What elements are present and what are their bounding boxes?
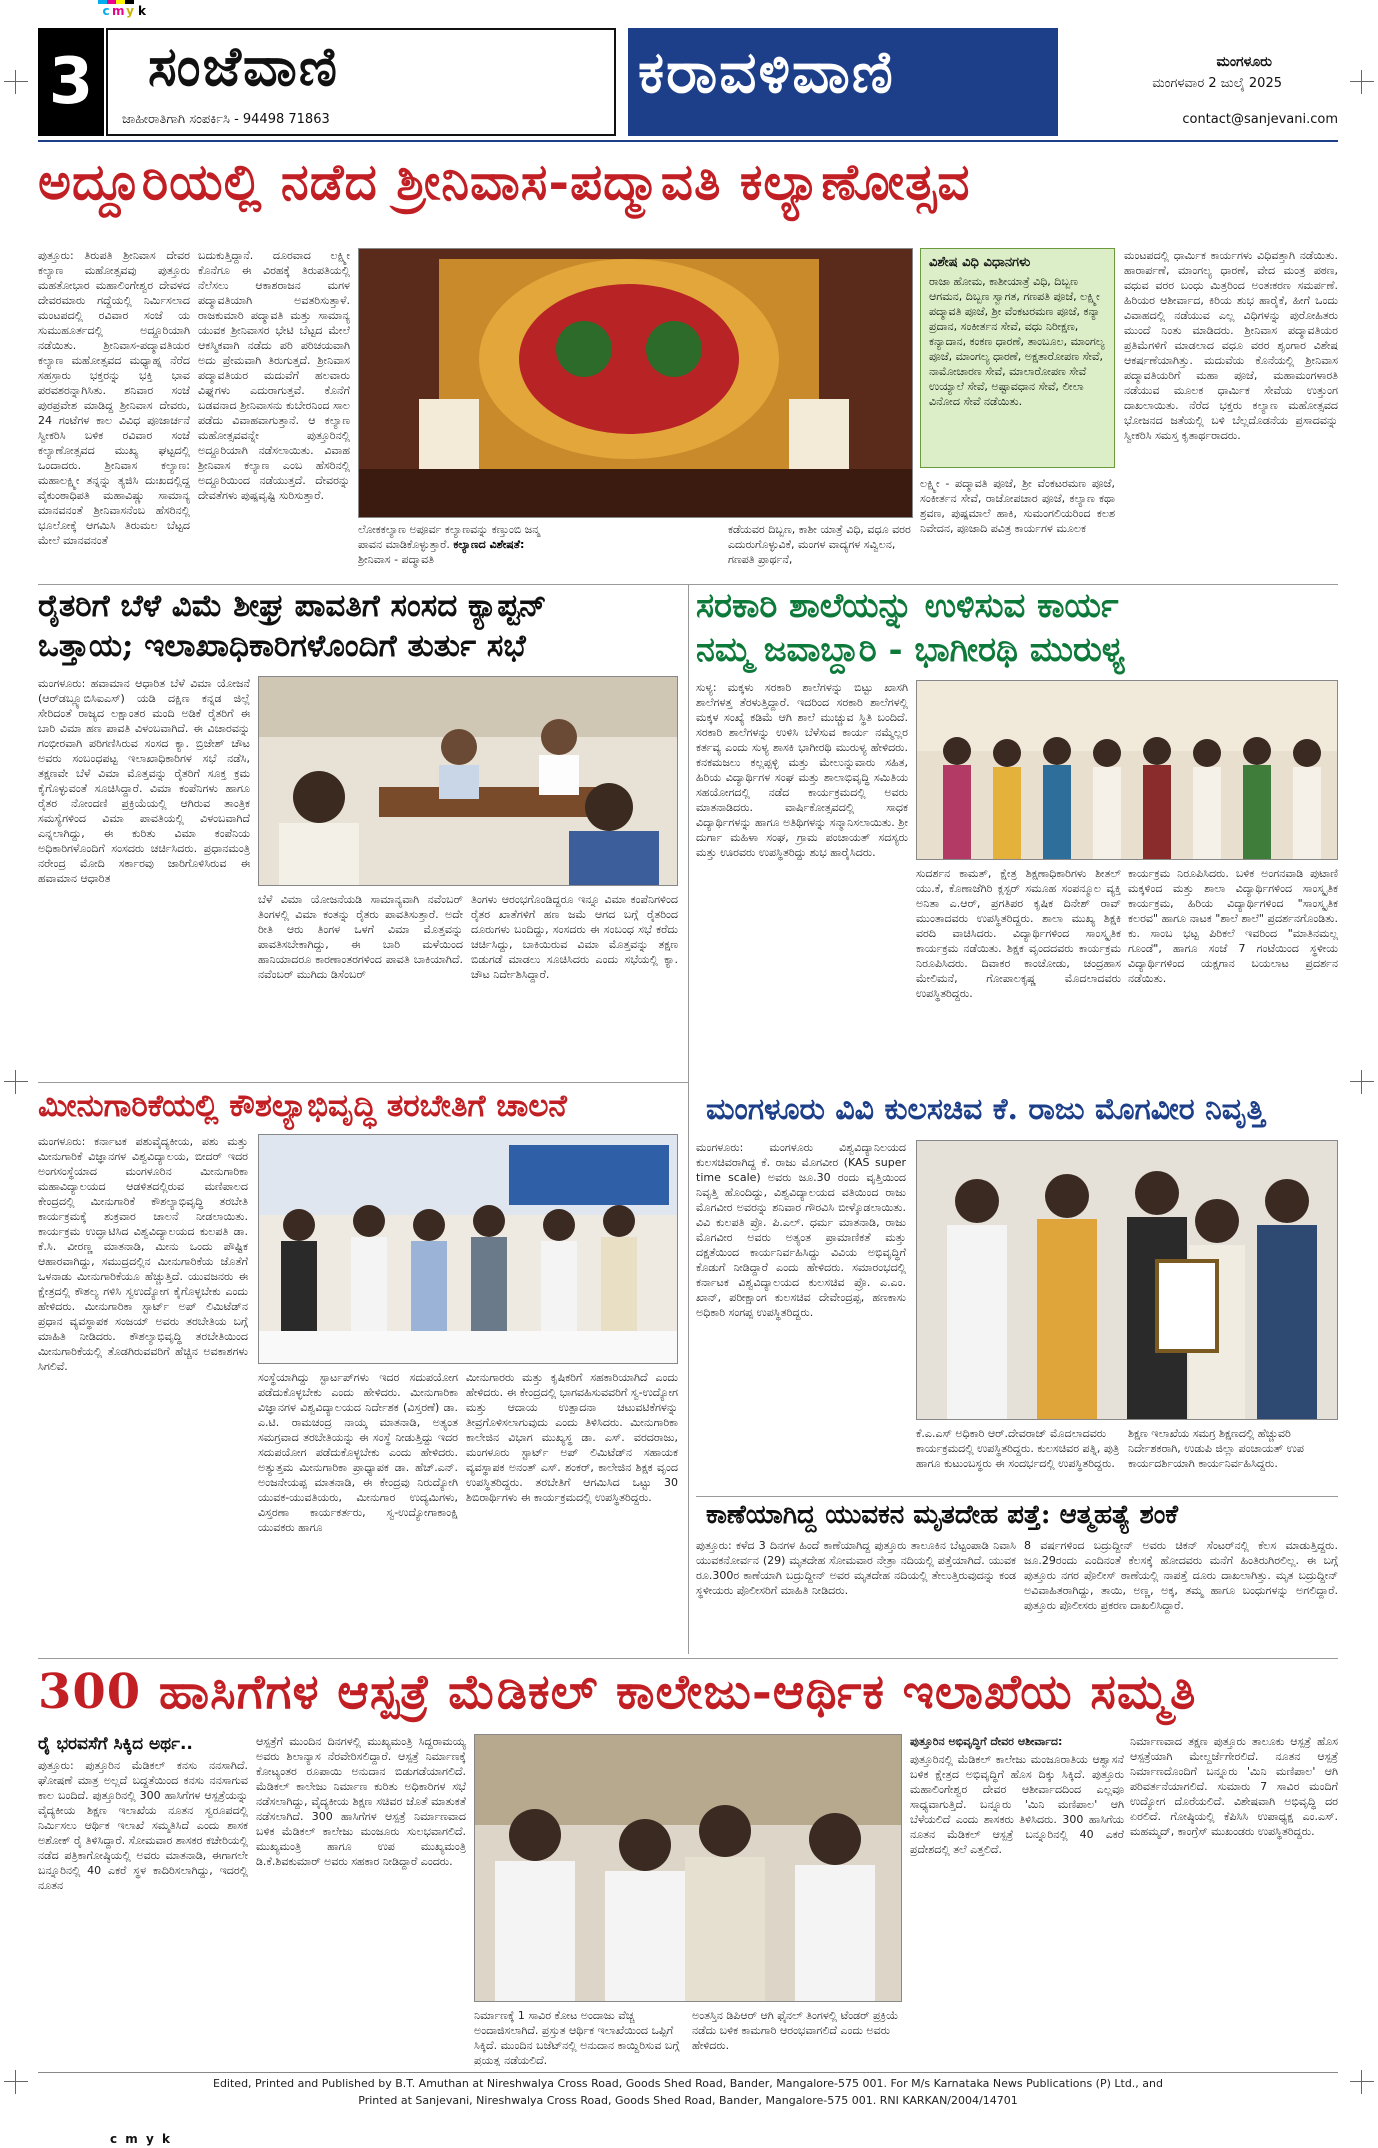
story7-col1: ಪುತ್ತೂರು: ಪುತ್ತೂರಿನ ಮೆಡಿಕಲ್ ಕನಸು ನನಸಾಗಿದೆ. ಘೋಷಣೆ ಮಾತ್ರ ಅಲ್ಲದೆ ಬದ್ದತೆಯಿಂದ ಕನಸು ನನಸಾಗುವ ಕಾಲ ಬಂದಿದೆ. ಪುತ್ತೂರಿನಲ್ಲಿ 300 ಹಾಸಿಗೆಗಳ ಆಸ್ಪತ್ರೆಯನ್ನು ವೈದ್ಯಕೀಯ ಶಿಕ್ಷಣ ಇಲಾಖೆಯ ನೂತನ ಸ್ವರೂಪದಲ್ಲಿ ನಿರ್ಮಿಸಲು ಆರ್ಥಿಕ ಇಲಾಖೆ ಸಮ್ಮತಿಸಿದೆ ಎಂದು ಶಾಸಕ ಅಶೋಕ್ ರೈ ತಿಳಿಸಿದ್ದಾರೆ. ಸೋಮವಾರ ಶಾಸಕರ ಕಚೇರಿಯಲ್ಲಿ ನಡೆದ ಪತ್ರಿಕಾಗೋಷ್ಠಿಯಲ್ಲಿ ಅವರು ಮಾತನಾಡಿ, ಈಗಾಗಲೇ ಬನ್ನೂರಿನಲ್ಲಿ 40 ಎಕರೆ ಸ್ಥಳ ಕಾದಿರಿಸಲಾಗಿದ್ದು, ಇದರಲ್ಲಿ ನೂತನ bbox=[38, 1759, 248, 1892]
section-divider bbox=[696, 1496, 1338, 1497]
rituals-box-title: ವಿಶೇಷ ವಿಧಿ ವಿಧಾನಗಳು bbox=[929, 255, 1031, 270]
imprint-line-1: Edited, Printed and Published by B.T. Amuthan at Nireshwalya Cross Road, Goods Shed Road, Bander, Mangalore-575 001. For M/s Karnataka News Publications (P) Ltd., and bbox=[213, 2077, 1163, 2090]
contact-email[interactable]: contact@sanjevani.com bbox=[1182, 112, 1338, 127]
story7-caption-mid: ನಿರ್ಮಾಣಕ್ಕೆ 1 ಸಾವಿರ ಕೋಟ ಅಂದಾಜು ವೆಚ್ಚ ಅಂದಾಜಿಸಲಾಗಿದೆ. ಪ್ರಸ್ತುತ ಆರ್ಥಿಕ ಇಲಾಖೆಯಿಂದ ಒಪ್ಪಿಗೆ ಸಿಕ್ಕಿದೆ. ಮುಂದಿನ ಬಜೆಟ್‌ನಲ್ಲಿ ಅನುದಾನ ಕಾಯ್ದಿರಿಸುವ ಬಗ್ಗೆ ಪ್ರಯತ್ನ ನಡೆಯಲಿದೆ. bbox=[474, 2009, 680, 2066]
ad-contact-tagline: ಜಾಹೀರಾತಿಗಾಗಿ ಸಂಪರ್ಕಿಸಿ - 94498 71863 bbox=[122, 112, 330, 127]
felicitation-illustration bbox=[917, 1141, 1338, 1420]
rituals-box-text: ರಾಜಾ ಹೋಮ, ಕಾಶೀಯಾತ್ರೆ ವಿಧಿ, ದಿಬ್ಬಣ ಆಗಮನ, ದಿಬ್ಬಣ ಸ್ವಾಗತ, ಗಣಪತಿ ಪೂಜೆ, ಲಕ್ಷ್ಮೀ ಪದ್ಮಾವತಿ ಪೂಜೆ, ಶ್ರೀ ವೆಂಕಟರಮಣ ಪೂಜೆ, ಕನ್ಯಾ ಪ್ರದಾನ, ಸಂಕೀರ್ತನ ಸೇವೆ, ವಧು ನಿರೀಕ್ಷಣ, ಕನ್ಯಾದಾನ, ಕಂಕಣ ಧಾರಣೆ, ತಾಂಬೂಲ, ಮಾಂಗಲ್ಯ ಪೂಜೆ, ಮಾಂಗಲ್ಯ ಧಾರಣೆ, ಅಕ್ಷತಾರೋಪಣ ಸೇವೆ, ನಾಮೋಚಾರಣ ಸೇವೆ, ಮಾಲಾರೋಪಣ ಸೇವೆ ಉಯ್ಯಾಲೆ ಸೇವೆ, ಅಷ್ಟಾವಧಾನ ಸೇವೆ, ಲೀಲಾ ವಿನೋದ ಸೇವೆ ನಡೆಯಿತು. bbox=[929, 275, 1105, 408]
masthead bbox=[38, 28, 1338, 136]
story4-col2: ಸಂಸ್ಥೆಯಾಗಿದ್ದು ಸ್ಟಾರ್ಟಪ್‌ಗಳು ಇದರ ಸದುಪಯೋಗ ಪಡೆದುಕೊಳ್ಳಬೇಕು ಎಂದು ಹೇಳಿದರು. ಮೀನುಗಾರಿಕಾ ವಿಜ್ಞಾನಗಳ ವಿಶ್ವವಿದ್ಯಾಲಯದ ನಿರ್ದೇಶಕ (ವಿಸ್ತರಣೆ) ಡಾ. ಎ.ಟಿ. ರಾಮಚಂದ್ರ ನಾಯ್ಕ ಮಾತನಾಡಿ, ಅತ್ಯಂತ ಸಮಗ್ರವಾದ ತರಬೇತಿಯನ್ನು ಈ ಸಂಸ್ಥೆ ನೀಡುತ್ತಿದ್ದು ಇದರ ಸದುಪಯೋಗ ಪಡೆದುಕೊಳ್ಳಬೇಕು ಎಂದು ಹೇಳಿದರು. ಅತ್ಯುತ್ತಮ ಮೀನುಗಾರಿಕಾ ಪ್ರಾಧ್ಯಾಪಕ ಡಾ. ಹೆಚ್.ಎನ್. ಅಂಜನೇಯಪ್ಪ ಮಾತನಾಡಿ, ಈ ಕೇಂದ್ರವು ನಿರುದ್ಯೋಗಿ ಯುವಕ-ಯುವತಿಯರು, ಮೀನುಗಾರ ಉದ್ಯಮಿಗಳು, ವಿಸ್ತರಣಾ ಕಾರ್ಯಕರ್ತರು, ಸ್ವ-ಉದ್ಯೋಗಾಕಾಂಕ್ಷಿ ಯುವಕರು ಹಾಗೂ bbox=[258, 1371, 458, 1534]
story3-col2: ಸುದರ್ಶನ ಕಾಮತ್, ಕ್ಷೇತ್ರ ಶಿಕ್ಷಣಾಧಿಕಾರಿಗಳು ಶೀತಲ್ ಯು.ಕೆ, ಕೊಣಾಜೆಗಿರಿ ಕ್ಲಸ್ಟರ್ ಸಮೂಹ ಸಂಪನ್ಮೂಲ ವ್ಯಕ್ತಿ ಅನಿತಾ ಎ.ಆರ್, ಪ್ರಗತಿಪರ ಕೃಷಿಕ ದಿನೇಶ್ ರಾವ್ ಮುಂತಾದವರು ಉಪಸ್ಥಿತರಿದ್ದರು. ಶಾಲಾ ಮುಖ್ಯ ಶಿಕ್ಷಕಿ ವರದಿ ವಾಚಿಸಿದರು. ವಿದ್ಯಾರ್ಥಿಗಳಿಂದ ಸಾಂಸ್ಕೃತಿಕ ಕಾರ್ಯಕ್ರಮ ನಡೆಯಿತು. ಶಿಕ್ಷಕ ವೃಂದದವರು ಕಾರ್ಯಕ್ರಮ ನಿರೂಪಿಸಿದರು. ದಿವಾಕರ ಕಾಂಚೋಡು, ಚಂದ್ರಹಾಸ ಮೇಲಿಮನೆ, ಗೋಪಾಲಕೃಷ್ಣ ಮೊದಲಾದವರು ಉಪಸ್ಥಿತರಿದ್ದರು. bbox=[916, 867, 1121, 1000]
paper-logo-box bbox=[106, 28, 616, 136]
story1-caption-text2: ಶ್ರೀನಿವಾಸ - ಪದ್ಮಾವತಿ bbox=[358, 553, 434, 566]
masthead-divider bbox=[38, 140, 1338, 142]
story6-col2: 8 ವರ್ಷಗಳಿಂದ ಬದ್ರುದ್ದೀನ್ ಅವರು ಚಿಕನ್ ಸೆಂಟರ್‌ನಲ್ಲಿ ಕೆಲಸ ಮಾಡುತ್ತಿದ್ದರು. ಜೂ.29ರಂದು ಎಂದಿನಂತೆ ಕೆಲಸಕ್ಕೆ ಹೋದವರು ಮನೆಗೆ ಹಿಂತಿರುಗಿರಲಿಲ್ಲ. ಈ ಬಗ್ಗೆ ಪುತ್ತೂರು ನಗರ ಪೊಲೀಸ್ ಠಾಣೆಯಲ್ಲಿ ನಾಪತ್ತೆ ದೂರು ದಾಖಲಾಗಿತ್ತು. ಮೃತ ಬದ್ರುದ್ದೀನ್ ಅವಿವಾಹಿತರಾಗಿದ್ದು, ತಾಯಿ, ಅಣ್ಣ, ಅಕ್ಕ, ತಮ್ಮ ಹಾಗೂ ಬಂಧುಗಳನ್ನು ಅಗಲಿದ್ದಾರೆ. ಪುತ್ತೂರು ಪೊಲೀಸರು ಪ್ರಕರಣ ದಾಖಲಿಸಿದ್ದಾರೆ. bbox=[1024, 1539, 1338, 1612]
section-divider bbox=[38, 1658, 1338, 1659]
ceremony-illustration bbox=[359, 249, 913, 518]
story3-col3: ಕಾರ್ಯಕ್ರಮ ನಿರೂಪಿಸಿದರು. ಬಳಿಕ ಅಂಗನವಾಡಿ ಪುಟಾಣಿ ಮಕ್ಕಳಿಂದ ಮತ್ತು ಶಾಲಾ ವಿದ್ಯಾರ್ಥಿಗಳಿಂದ ಸಾಂಸ್ಕೃತಿಕ ಕಾರ್ಯಕ್ರಮ, ಹಿರಿಯ ವಿದ್ಯಾರ್ಥಿಗಳಿಂದ "ಸಾಂಸ್ಕೃತಿಕ ಕಲರವ" ಹಾಗೂ ನಾಟಕ "ಶಾಲೆ ಶಾಲೆ" ಪ್ರದರ್ಶನಗೊಂಡಿತು. ಕು. ಸಾಂಬ ಭಟ್ಟ ಪಿರಿಕಲೆ ಇವರಿಂದ "ಮಾತಿನಮಲ್ಲ ಗೂಂಡೆ", ಹಾಗೂ ಸಂಜೆ 7 ಗಂಟೆಯಿಂದ ಸ್ಥಳೀಯ ವಿದ್ಯಾರ್ಥಿಗಳಿಂದ ಯಕ್ಷಗಾನ ಬಯಲಾಟ ಪ್ರದರ್ಶನ ನಡೆಯಿತು. bbox=[1128, 867, 1338, 985]
story5-col1: ಮಂಗಳೂರು: ಮಂಗಳೂರು ವಿಶ್ವವಿದ್ಯಾನಿಲಯದ ಕುಲಸಚಿವರಾಗಿದ್ದ ಕೆ. ರಾಜು ಮೊಗವೀರ (KAS super time scale) ಅವರು ಜೂ.30 ರಂದು ವೃತ್ತಿಯಿಂದ ನಿವೃತ್ತಿ ಹೊಂದಿದ್ದು, ವಿಶ್ವವಿದ್ಯಾಲಯದ ವತಿಯಿಂದ ರಾಜು ಮೊಗವೀರ ಅವರನ್ನು ಶನಿವಾರ ಗೌರವಿಸಿ ಬೀಳ್ಕೊಡಲಾಯಿತು. ವಿವಿ ಕುಲಪತಿ ಪ್ರೊ. ಪಿ.ಎಲ್. ಧರ್ಮ ಮಾತನಾಡಿ, ರಾಜು ಮೊಗವೀರ ಅವರು ಅತ್ಯಂತ ಪ್ರಾಮಾಣಿಕತೆ ಮತ್ತು ದಕ್ಷತೆಯಿಂದ ಕಾರ್ಯನಿರ್ವಹಿಸಿದ್ದು ವಿವಿಯ ಅಭಿವೃದ್ಧಿಗೆ ಕೊಡುಗೆ ನೀಡಿದ್ದಾರೆ ಎಂದು ಹೇಳಿದರು. ಸಮಾರಂಭದಲ್ಲಿ ಕರ್ನಾಟಕ ವಿಶ್ವವಿದ್ಯಾಲಯದ ಕುಲಸಚಿವ ಪ್ರೊ. ಎ.ಎಂ. ಖಾನ್, ಪರೀಕ್ಷಾಂಗ ಕುಲಸಚಿವ ದೇವೇಂದ್ರಪ್ಪ, ಹಣಕಾಸು ಅಧಿಕಾರಿ ಸಂಗಪ್ಪ ಉಪಸ್ಥಿತರಿದ್ದರು. bbox=[696, 1141, 906, 1319]
story4-col3: ಮೀನುಗಾರರು ಮತ್ತು ಕೃಷಿಕರಿಗೆ ಸಹಕಾರಿಯಾಗಿದೆ ಎಂದು ಹೇಳಿದರು. ಈ ಕೇಂದ್ರದಲ್ಲಿ ಭಾಗವಹಿಸುವವರಿಗೆ ಸ್ವ-ಉದ್ಯೋಗ ಮತ್ತು ಆದಾಯ ಉತ್ಪಾದನಾ ಚಟುವಟಿಕೆಗಳನ್ನು ತೀವ್ರಗೊಳಿಸಲಾಗುವುದು ಎಂದು ತಿಳಿಸಿದರು. ಮೀನುಗಾರಿಕಾ ಕಾಲೇಜಿನ ವಿಭಾಗ ಮುಖ್ಯಸ್ಥ ಡಾ. ಎಸ್. ವರದರಾಜು, ಮಂಗಳೂರು ಸ್ಟಾರ್ಟ್ ಅಪ್ ಲಿಮಿಟೆಡ್‌ನ ಸಹಾಯಕ ವ್ಯವಸ್ಥಾಪಕ ಅನಂತ್ ಎಸ್. ಶಂಕರ್, ಕಾಲೇಜಿನ ಶಿಕ್ಷಕ ವೃಂದ ಉಪಸ್ಥಿತರಿದ್ದರು. ತರಬೇತಿಗೆ ಆಗಮಿಸಿದ ಒಟ್ಟು 30 ಶಿಬಿರಾರ್ಥಿಗಳು ಈ ಕಾರ್ಯಕ್ರಮದಲ್ಲಿ ಉಪಸ್ಥಿತರಿದ್ದರು. bbox=[466, 1371, 678, 1504]
press-meet-illustration bbox=[475, 1735, 902, 2002]
headline-medical-college: 300 ಹಾಸಿಗೆಗಳ ಆಸ್ಪತ್ರೆ ಮೆಡಿಕಲ್ ಕಾಲೇಜು-ಆರ್ಥಿಕ ಇಲಾಖೆಯ ಸಮ್ಮತಿ bbox=[38, 1664, 1197, 1720]
headline-crop-insurance-2: ಒತ್ತಾಯ; ಇಲಾಖಾಧಿಕಾರಿಗಳೊಂದಿಗೆ ತುರ್ತು ಸಭೆ bbox=[38, 628, 526, 664]
story7-caption-mid2: ಅಂತಸ್ತಿನ ಡಿಪಿಆರ್ ಆಗಿ ಫೈನಲ್ ತಿಂಗಳಲ್ಲಿ ಟೆಂಡರ್ ಪ್ರಕ್ರಿಯೆ ನಡೆದು ಬಳಿಕ ಕಾಮಗಾರಿ ಆರಂಭವಾಗಲಿದೆ ಎಂದು ಅವರು ಹೇಳಿದರು. bbox=[692, 2009, 899, 2052]
story7-col4: ನಿರ್ಮಾಣವಾದ ತಕ್ಷಣ ಪುತ್ತೂರು ತಾಲೂಕು ಆಸ್ಪತ್ರೆ ಹೊಸ ಆಸ್ಪತ್ರೆಯಾಗಿ ಮೇಲ್ದರ್ಜೆಗೇರಲಿದೆ. ನೂತನ ಆಸ್ಪತ್ರೆ ನಿರ್ಮಾಣದೊಂದಿಗೆ ಬನ್ನೂರು 'ಮಿನಿ ಮಣಿಪಾಲ' ಆಗಿ ಪರಿವರ್ತನೆಯಾಗಲಿದೆ. ಸುಮಾರು 7 ಸಾವಿರ ಮಂದಿಗೆ ಉದ್ಯೋಗ ದೊರೆಯಲಿದೆ. ವಿಶೇಷವಾಗಿ ಅಭಿವೃದ್ಧಿ ದರ ಏರಲಿದೆ. ಗೋಷ್ಠಿಯಲ್ಲಿ ಕೆಪಿಸಿಸಿ ಉಪಾಧ್ಯಕ್ಷ ಎಂ.ಎಸ್. ಮಹಮ್ಮದ್, ಕಾಂಗ್ರೆಸ್ ಮುಖಂಡರು ಉಪಸ್ಥಿತರಿದ್ದರು. bbox=[1130, 1735, 1338, 1838]
rituals-box bbox=[920, 248, 1115, 468]
retirement-felicitation-photo bbox=[916, 1140, 1338, 1420]
story1-caption-text: ಲೋಕಕಲ್ಯಾಣ ಅಪೂರ್ವ ಕಲ್ಯಾಣವನ್ನು ಕಣ್ತುಂಬಿ ಜನ್ಮ ಪಾವನ ಮಾಡಿಕೊಳ್ಳುತ್ತಾರೆ. bbox=[358, 523, 540, 551]
section-divider bbox=[38, 1082, 688, 1083]
school-event-illustration bbox=[917, 681, 1338, 860]
kalyanotsava-photo bbox=[358, 248, 913, 518]
story1-caption-bold: ಕಲ್ಯಾಣದ ವಿಶೇಷತೆ: bbox=[453, 538, 525, 551]
page-number: 3 bbox=[38, 28, 104, 136]
story4-col1: ಮಂಗಳೂರು: ಕರ್ನಾಟಕ ಪಶುವೈದ್ಯಕೀಯ, ಪಶು ಮತ್ತು ಮೀನುಗಾರಿಕೆ ವಿಜ್ಞಾನಗಳ ವಿಶ್ವವಿದ್ಯಾಲಯ, ಬೀದರ್ ಇದರ ಅಂಗಸಂಸ್ಥೆಯಾದ ಮಂಗಳೂರಿನ ಮೀನುಗಾರಿಕಾ ಮಹಾವಿದ್ಯಾಲಯದ ಆಡಳಿತದಲ್ಲಿರುವ ಮಣಿಪಾಲದ ಕೇಂದ್ರದಲ್ಲಿ ಮೀನುಗಾರಿಕೆ ಕೌಶಲ್ಯಾಭಿವೃದ್ಧಿ ತರಬೇತಿ ಕಾರ್ಯಕ್ರಮಕ್ಕೆ ಶುಕ್ರವಾರ ಚಾಲನೆ ನೀಡಲಾಯಿತು. ಕಾರ್ಯಕ್ರಮ ಉದ್ಘಾಟಿಸಿದ ವಿಶ್ವವಿದ್ಯಾಲಯದ ಕುಲಪತಿ ಡಾ. ಕೆ.ಸಿ. ವೀರಣ್ಣ ಮಾತನಾಡಿ, ಮೀನು ಒಂದು ಪೌಷ್ಟಿಕ ಆಹಾರವಾಗಿದ್ದು, ಸಮುದ್ರದಲ್ಲಿನ ಮೀನುಗಾರಿಕೆಯ ಜೊತೆಗೆ ಒಳನಾಡು ಮೀನುಗಾರಿಕೆಯೂ ಹೆಚ್ಚುತ್ತಿದೆ. ಯುವಜನರು ಈ ಕ್ಷೇತ್ರದಲ್ಲಿ ಕೌಶಲ್ಯ ಗಳಿಸಿ ಸ್ವಉದ್ಯೋಗ ಕೈಗೊಳ್ಳಬೇಕು ಎಂದು ಹೇಳಿದರು. ಮೀನುಗಾರಿಕಾ ಸ್ಟಾರ್ಟ್ ಅಪ್ ಲಿಮಿಟೆಡ್‌ನ ಪ್ರಧಾನ ವ್ಯವಸ್ಥಾಪಕ ಸಂಜಯ್ ಅವರು ತರಬೇತಿಯ ಬಗ್ಗೆ ಮಾಹಿತಿ ನೀಡಿದರು. ಕೌಶಲ್ಯಾಭಿವೃದ್ಧಿ ತರಬೇತಿಯಿಂದ ಮೀನುಗಾರಿಕೆಯಲ್ಲಿ ತೊಡಗಿರುವವರಿಗೆ ಹೆಚ್ಚಿನ ಅವಕಾಶಗಳು ಸಿಗಲಿವೆ. bbox=[38, 1135, 248, 1373]
story1-photo-caption bbox=[358, 522, 543, 578]
story2-col1: ಮಂಗಳೂರು: ಹವಾಮಾನ ಆಧಾರಿತ ಬೆಳೆ ವಿಮಾ ಯೋಜನೆ (ಆರ್‌ಡಬ್ಲ್ಯೂಬಿಸಿಐಎಸ್) ಯಡಿ ದಕ್ಷಿಣ ಕನ್ನಡ ಜಿಲ್ಲೆ ಸೇರಿದಂತೆ ರಾಜ್ಯದ ಲಕ್ಷಾಂತರ ಮಂದಿ ಅಡಿಕೆ ರೈತರಿಗೆ ಈ ಬಾರಿ ವಿಮಾ ಹಣ ಪಾವತಿ ವಿಳಂಬವಾಗಿದೆ. ಈ ವಿಚಾರವನ್ನು ಗಂಭೀರವಾಗಿ ಪರಿಗಣಿಸಿರುವ ಸಂಸದ ಕ್ಯಾ. ಬ್ರಿಜೇಶ್ ಚೌಟ ಅವರು ಸಂಬಂಧಪಟ್ಟ ಇಲಾಖಾಧಿಕಾರಿಗಳ ಸಭೆ ನಡೆಸಿ, ತಕ್ಷಣವೇ ಬೆಳೆ ವಿಮಾ ಮೊತ್ತವನ್ನು ರೈತರಿಗೆ ಸೂಕ್ತ ಕ್ರಮ ಕೈಗೊಳ್ಳುವಂತೆ ಸೂಚಿಸಿದ್ದಾರೆ. ವಿಮಾ ಕಂಪೆನಿಗಳು ಹಾಗೂ ರೈತರ ನೋಂದಣಿ ಪ್ರಕ್ರಿಯೆಯಲ್ಲಿ ಆಗಿರುವ ತಾಂತ್ರಿಕ ಸಮಸ್ಯೆಗಳಿಂದ ವಿಮಾ ಪಾವತಿಯಲ್ಲಿ ವಿಳಂಬವಾಗಿದೆ ಎನ್ನಲಾಗಿದ್ದು, ಈ ಕುರಿತು ವಿಮಾ ಕಂಪೆನಿಯ ಅಧಿಕಾರಿಗಳೊಂದಿಗೆ ಸಂಸದರು ಚರ್ಚಿಸಿದರು. ಪ್ರಧಾನಮಂತ್ರಿ ನರೇಂದ್ರ ಮೋದಿ ಸರ್ಕಾರವು ಜಾರಿಗೊಳಿಸಿರುವ ಈ ಹವಾಮಾನ ಆಧಾರಿತ bbox=[38, 677, 250, 885]
imprint-footer bbox=[38, 2072, 1338, 2109]
story2-col2: ಬೆಳೆ ವಿಮಾ ಯೋಜನೆಯಡಿ ಸಾಮಾನ್ಯವಾಗಿ ನವೆಂಬರ್ ತಿಂಗಳಲ್ಲಿ ವಿಮಾ ಕಂತನ್ನು ರೈತರು ಪಾವತಿಸುತ್ತಾರೆ. ಅದೇ ರೀತಿ ಆರು ತಿಂಗಳ ಒಳಗೆ ವಿಮಾ ಮೊತ್ತವನ್ನು ಪಾವತಿಸಬೇಕಾಗಿದ್ದು, ಈ ಬಾರಿ ಮಳೆಯಿಂದ ಹಾನಿಯಾದರೂ ಕಾರಣಾಂತರಗಳಿಂದ ಪಾವತಿ ಬಾಕಿಯಾಗಿದೆ. ನವೆಂಬರ್ ಮುಗಿದು ಡಿಸೆಂಬರ್ bbox=[258, 893, 463, 981]
cmyk-c: c bbox=[102, 4, 110, 18]
story7-subhead: ರೈ ಭರವಸೆಗೆ ಸಿಕ್ಕಿದ ಅರ್ಥ.. bbox=[38, 1734, 193, 1754]
cmyk-label-top bbox=[100, 4, 148, 18]
cmyk-y: y bbox=[126, 4, 134, 18]
story1-col2: ಬದುಕುತ್ತಿದ್ದಾನೆ. ದೂರವಾದ ಲಕ್ಷ್ಮೀ ಕೊನೆಗೂ ಈ ವಿರಹಕ್ಕೆ ತಿರುಪತಿಯಲ್ಲಿ ನೆಲೆಸಲು ಆಕಾಶರಾಜನ ಮಗಳ ಪದ್ಮಾವತಿಯಾಗಿ ಅವತರಿಸುತ್ತಾಳೆ. ರಾಜಕುಮಾರಿ ಪದ್ಮಾವತಿ ಮತ್ತು ಸಾಮಾನ್ಯ ಯುವಕ ಶ್ರೀನಿವಾಸರ ಭೇಟಿ ಬೆಟ್ಟದ ಮೇಲೆ ಆಕಸ್ಮಿಕವಾಗಿ ನಡೆದು ಪರಿ ಪರಿಚಯವಾಗಿ ಅದು ಪ್ರೇಮವಾಗಿ ತಿರುಗುತ್ತದೆ. ಶ್ರೀನಿವಾಸ ಪದ್ಮಾವತಿಯರ ಮದುವೆಗೆ ಹಲವಾರು ವಿಘ್ನಗಳು ಎದುರಾಗುತ್ತವೆ. ಕೊನೆಗೆ ಬಡವನಾದ ಶ್ರೀನಿವಾಸನು ಕುಬೇರನಿಂದ ಸಾಲ ಪಡೆದು ವಿವಾಹವಾಗುತ್ತಾನೆ. ಆ ಕಲ್ಯಾಣ ಮಹೋತ್ಸವವನ್ನೇ ಪುತ್ತೂರಿನಲ್ಲಿ ಅದ್ದೂರಿಯಾಗಿ ನಡೆಸಲಾಯಿತು. ವಿವಾಹ ಶ್ರೀನಿವಾಸ ಕಲ್ಯಾಣ ಎಂಬ ಹೆಸರಿನಲ್ಲಿ ಅದ್ದೂರಿಯಿಂದ ನಡೆಯುತ್ತದೆ. ದೇವರನ್ನು ದೇವತೆಗಳು ಪುಷ್ಪವೃಷ್ಟಿ ಸುರಿಸುತ್ತಾರೆ. bbox=[198, 249, 350, 502]
headline-school-1: ಸರಕಾರಿ ಶಾಲೆಯನ್ನು ಉಳಿಸುವ ಕಾರ್ಯ bbox=[696, 586, 1119, 626]
imprint-line-2: Printed at Sanjevani, Nireshwalya Cross Road, Goods Shed Road, Bander, Mangalore-575 001. RNI KARKAN/2004/14701 bbox=[358, 2094, 1018, 2107]
story3-col1: ಸುಳ್ಯ: ಮಕ್ಕಳು ಸರಕಾರಿ ಶಾಲೆಗಳನ್ನು ಬಿಟ್ಟು ಖಾಸಗಿ ಶಾಲೆಗಳತ್ತ ತೆರಳುತ್ತಿದ್ದಾರೆ. ಇದರಿಂದ ಸರಕಾರಿ ಶಾಲೆಗಳಲ್ಲಿ ಮಕ್ಕಳ ಸಂಖ್ಯೆ ಕಡಿಮೆ ಆಗಿ ಶಾಲೆ ಮುಚ್ಚುವ ಸ್ಥಿತಿ ಬಂದಿದೆ. ಸರಕಾರಿ ಶಾಲೆಗಳನ್ನು ಉಳಿಸಿ ಬೆಳೆಸುವ ಕಾರ್ಯ ನಮ್ಮೆಲ್ಲರ ಕರ್ತವ್ಯ ಎಂದು ಸುಳ್ಯ ಶಾಸಕಿ ಭಾಗೀರಥಿ ಮುರುಳ್ಯ ಹೇಳಿದರು. ಕನಕಮಜಲು ಕಲ್ಲಪ್ಪಳ್ಳಿ ಮತ್ತು ಮೇಲುನ್ನುವಾರು ಸಹಿತ, ಹಿರಿಯ ವಿದ್ಯಾರ್ಥಿಗಳ ಸಂಘ ಮತ್ತು ಶಾಲಾಭಿವೃದ್ಧಿ ಸಮಿತಿಯ ಸಹಯೋಗದಲ್ಲಿ ನಡೆದ ಕಾರ್ಯಕ್ರಮದಲ್ಲಿ ಅವರು ಮಾತನಾಡಿದರು. ವಾರ್ಷಿಕೋತ್ಸವದಲ್ಲಿ ಸಾಧಕ ವಿದ್ಯಾರ್ಥಿಗಳನ್ನು ಹಾಗೂ ಅತಿಥಿಗಳನ್ನು ಸನ್ಮಾನಿಸಲಾಯಿತು. ಶ್ರೀ ದುರ್ಗಾ ಮಹಿಳಾ ಸಂಘ, ಗ್ರಾಮ ಪಂಚಾಯತ್ ಸದಸ್ಯರು ಮತ್ತು ಊರವರು ಉಪಸ್ಥಿತರಿದ್ದು ಶುಭ ಹಾರೈಸಿದರು. bbox=[696, 681, 908, 859]
headline-crop-insurance-1: ರೈತರಿಗೆ ಬೆಳೆ ವಿಮೆ ಶೀಘ್ರ ಪಾವತಿಗೆ ಸಂಸದ ಕ್ಯಾಪ್ಟನ್ bbox=[38, 588, 547, 624]
story1-col1: ಪುತ್ತೂರು: ತಿರುಪತಿ ಶ್ರೀನಿವಾಸ ದೇವರ ಕಲ್ಯಾಣ ಮಹೋತ್ಸವವು ಪುತ್ತೂರು ಮಹತೋಭಾರ ಮಹಾಲಿಂಗೇಶ್ವರ ದೇವಳದ ದೇವರಮಾರು ಗದ್ದೆಯಲ್ಲಿ ನಿರ್ಮಿಸಲಾದ ಮಂಟಪದಲ್ಲಿ ರವಿವಾರ ಸಂಜೆ ಯ ಸುಮುಹೂರ್ತದಲ್ಲಿ ಅದ್ದೂರಿಯಾಗಿ ನಡೆಯಿತು. ಶ್ರೀನಿವಾಸ-ಪದ್ಮಾವತಿಯರ ಕಲ್ಯಾಣ ಮಹೋತ್ಸವದ ಮಧ್ಯಾಹ್ನ ನೆರೆದ ಸಹಸ್ರಾರು ಭಕ್ತರನ್ನು ಭಕ್ತಿ ಭಾವ ಪರವಶರನ್ನಾಗಿಸಿತು. ಶನಿವಾರ ಸಂಜೆ ಪುರಪ್ರವೇಶ ಮಾಡಿದ್ದ ಶ್ರೀನಿವಾಸ ದೇವರು, 24 ಗಂಟೆಗಳ ಕಾಲ ವಿವಿಧ ಪೂಜಾರ್ಚನೆ ಸ್ವೀಕರಿಸಿ ಬಳಿಕ ರವಿವಾರ ಸಂಜೆ ಕಲ್ಯಾಣೋತ್ಸವದ ಮುಖ್ಯ ಘಟ್ಟದಲ್ಲಿ ಒಂದಾದರು. ಶ್ರೀನಿವಾಸ ಕಲ್ಯಾಣ: ಮಹಾಲಕ್ಷ್ಮೀ ತನ್ನನ್ನು ತ್ಯಜಿಸಿ ದುಃಖದಲ್ಲಿದ್ದ ವೈಕುಂಠಾಧಿಪತಿ ಮಹಾವಿಷ್ಣು ಸಾಮಾನ್ಯ ಮಾನವನಂತೆ ಶ್ರೀನಿವಾಸನೆಂಬ ಹೆಸರಿನಲ್ಲಿ ಭೂಲೋಕ್ಕೆ ಆಗಮಿಸಿ ತಿರುಮಲ ಬೆಟ್ಟದ ಮೇಲೆ ಮಾನವನಂತೆ bbox=[38, 249, 190, 547]
school-event-photo bbox=[916, 680, 1338, 860]
registration-mark-icon bbox=[1350, 70, 1374, 94]
story1-col-right: ಮಂಟಪದಲ್ಲಿ ಧಾರ್ಮಿಕ ಕಾರ್ಯಗಳು ವಿಧಿವತ್ತಾಗಿ ನಡೆಯಿತು. ಹಾರಾರ್ಪಣೆ, ಮಾಂಗಲ್ಯ ಧಾರಣೆ, ವೇದ ಮಂತ್ರ ಪಠಣ, ವಧುವ ವರರ ಬಂಧು ಮಿತ್ರರಿಂದ ಅಂತಃಕರಣ ಸಮರ್ಪಣೆ. ಹಿರಿಯರ ಆಶೀರ್ವಾದ, ಕಿರಿಯ ಶುಭ ಹಾರೈಕೆ, ಹೀಗೆ ಒಂದು ವಿವಾಹದಲ್ಲಿ ನಡೆಯುವ ಎಲ್ಲ ವಿಧಿಗಳನ್ನು ಪುರೋಹಿತರು ಮುಂದೆ ನಿಂತು ಮಾಡಿದರು. ಶ್ರೀನಿವಾಸ ಪದ್ಮಾವತಿಯರ ಪ್ರತಿಮೆಗಳಿಗೆ ಮಾಡಲಾದ ವಧೂ ವರರ ಶೃಂಗಾರ ವಿಶೇಷ ಆಕರ್ಷಣೆಯಾಗಿತ್ತು. ಮದುವೆಯ ಕೊನೆಯಲ್ಲಿ ಶ್ರೀನಿವಾಸ ಪದ್ಮಾವತಿಯರಿಗೆ ಮಹಾ ಪೂಜೆ, ಮಹಾಮಂಗಳಾರತಿ ನಡೆಯುವ ಮೂಲಕ ಧಾರ್ಮಿಕ ಸೇವೆಯ ಉತ್ತುಂಗ ದಾಖಲಾಯಿತು. ನೆರೆದ ಭಕ್ತರು ಕಲ್ಯಾಣ ಮಹೋತ್ಸವದ ಭೋಜನದ ಜತೆಯಲ್ಲಿ ಬಳಿ ಬೆಲ್ಲದೊಡನೆಯ ಪ್ರಸಾದವನ್ನು ಸ್ವೀಕರಿಸಿ ಸಮಸ್ತ ಕೃತಾರ್ಥರಾದರು. bbox=[1124, 249, 1338, 442]
registration-mark-icon bbox=[1350, 1070, 1374, 1094]
headline-fisheries: ಮೀನುಗಾರಿಕೆಯಲ್ಲಿ ಕೌಶಲ್ಯಾಭಿವೃದ್ಧಿ ತರಬೇತಿಗೆ ಚಾಲನೆ bbox=[38, 1088, 567, 1124]
edition-name: ಕರಾವಳಿವಾಣಿ bbox=[638, 38, 895, 106]
registration-mark-icon bbox=[4, 2070, 28, 2094]
story7-col3-title: ಪುತ್ತೂರಿನ ಅಭಿವೃದ್ಧಿಗೆ ದೇವರ ಆಶೀರ್ವಾದ: bbox=[910, 1735, 1063, 1748]
story7-col3-text: ಪುತ್ತೂರಿನಲ್ಲಿ ಮೆಡಿಕಲ್ ಕಾಲೇಜು ಮಂಜೂರಾತಿಯ ಆಶ್ವಾಸನೆ ಬಳಿಕ ಕ್ಷೇತ್ರದ ಅಭಿವೃದ್ಧಿಗೆ ಹೊಸ ದಿಕ್ಕು ಸಿಕ್ಕಿದೆ. ಪುತ್ತೂರು ಮಹಾಲಿಂಗೇಶ್ವರ ದೇವರ ಆಶೀರ್ವಾದದಿಂದ ಎಲ್ಲವೂ ಸಾಧ್ಯವಾಗುತ್ತಿದೆ. ಬನ್ನೂರು 'ಮಿನಿ ಮಣಿಪಾಲ' ಆಗಿ ಬೆಳೆಯಲಿದೆ ಎಂದು ಶಾಸಕರು ತಿಳಿಸಿದರು. 300 ಹಾಸಿಗೆಯ ನೂತನ ಮೆಡಿಕಲ್ ಆಸ್ಪತ್ರೆ ಬನ್ನೂರಿನಲ್ಲಿ 40 ಎಕರೆ ಪ್ರದೇಶದಲ್ಲಿ ತಲೆ ಎತ್ತಲಿದೆ. bbox=[910, 1753, 1124, 1856]
registration-mark-icon bbox=[4, 1070, 28, 1094]
press-meet-photo bbox=[474, 1734, 902, 2002]
edition-logo-box bbox=[628, 28, 1058, 136]
inauguration-illustration bbox=[259, 1135, 678, 1364]
headline-kalyanotsava: ಅದ್ದೂರಿಯಲ್ಲಿ ನಡೆದ ಶ್ರೀನಿವಾಸ-ಪದ್ಮಾವತಿ ಕಲ್ಯಾಣೋತ್ಸವ bbox=[38, 152, 971, 211]
dateline-date: ಮಂಗಳವಾರ 2 ಜುಲೈ 2025 bbox=[1152, 76, 1282, 91]
registration-mark-icon bbox=[4, 70, 28, 94]
cmyk-label-bottom: c m y k bbox=[110, 2132, 172, 2146]
headline-registrar-retirement: ಮಂಗಳೂರು ವಿವಿ ಕುಲಸಚಿವ ಕೆ. ರಾಜು ಮೊಗವೀರ ನಿವೃತ್ತಿ bbox=[706, 1092, 1265, 1127]
headline-youth-body-found: ಕಾಣೆಯಾಗಿದ್ದ ಯುವಕನ ಮೃತದೇಹ ಪತ್ತೆ: ಆತ್ಮಹತ್ಯೆ ಶಂಕೆ bbox=[706, 1500, 1179, 1530]
cmyk-m: m bbox=[112, 4, 125, 18]
meeting-photo bbox=[258, 676, 678, 886]
fisheries-inauguration-photo bbox=[258, 1134, 678, 1364]
dateline bbox=[1068, 28, 1338, 136]
cmyk-k: k bbox=[138, 4, 146, 18]
story7-col3 bbox=[910, 1734, 1124, 2066]
story1-below-box: ಲಕ್ಷ್ಮೀ - ಪದ್ಮಾವತಿ ಪೂಜೆ, ಶ್ರೀ ವೆಂಕಟರಮಣ ಪೂಜೆ, ಸಂಕೀರ್ತನ ಸೇವೆ, ರಾಜೋಪಚಾರ ಪೂಜೆ, ಕಲ್ಯಾಣ ಕಥಾ ಶ್ರವಣ, ಪುಷ್ಪಮಾಲೆ ಹಾಕಿ, ಸುಮಂಗಲಿಯರಿಂದ ಕಲಶ ನಿವೇದನ, ಪೂಜಾದಿ ಪವಿತ್ರ ಕಾರ್ಯಗಳ ಮೂಲಕ bbox=[920, 477, 1115, 535]
vertical-divider bbox=[688, 584, 689, 1654]
story1-caption-right: ಕಡೆಯವರ ದಿಬ್ಬಣ, ಕಾಶೀ ಯಾತ್ರೆ ವಿಧಿ, ವಧೂ ವರರ ಎದುರುಗೊಳ್ಳುವಿಕೆ, ಮಂಗಳ ವಾದ್ಯಗಳ ಸವ್ವಿಲನ, ಗಣಪತಿ ಪ್ರಾರ್ಥನೆ, bbox=[728, 523, 911, 566]
story6-col1: ಪುತ್ತೂರು: ಕಳೆದ 3 ದಿನಗಳ ಹಿಂದೆ ಕಾಣೆಯಾಗಿದ್ದ ಪುತ್ತೂರು ತಾಲೂಕಿನ ಬೆಟ್ಟಂಪಾಡಿ ನಿವಾಸಿ ಯುವಕನೋರ್ವನ (29) ಮೃತದೇಹ ಸೋಮವಾರ ನೇತ್ರಾ ನದಿಯಲ್ಲಿ ಪತ್ತೆಯಾಗಿದೆ. ಯುವಕ ರೂ.300ರ ಕಾಣೆಯಾಗಿ ಬದ್ರುದ್ದೀನ್ ಅವರ ಮೃತದೇಹ ನದಿಯಲ್ಲಿ ತೇಲುತ್ತಿರುವುದನ್ನು ಕಂಡ ಸ್ಥಳೀಯರು ಪೊಲೀಸರಿಗೆ ಮಾಹಿತಿ ನೀಡಿದರು. bbox=[696, 1539, 1016, 1597]
story7-col2: ಆಸ್ಪತ್ರೆಗೆ ಮುಂದಿನ ದಿನಗಳಲ್ಲಿ ಮುಖ್ಯಮಂತ್ರಿ ಸಿದ್ದರಾಮಯ್ಯ ಅವರು ಶಿಲಾನ್ಯಾಸ ನೆರವೇರಿಸಲಿದ್ದಾರೆ. ಆಸ್ಪತ್ರೆ ನಿರ್ಮಾಣಕ್ಕೆ ಕೋಟ್ಯಂತರ ರೂಪಾಯಿ ಅನುದಾನ ಬಿಡುಗಡೆಯಾಗಲಿದೆ. ಮೆಡಿಕಲ್ ಕಾಲೇಜು ನಿರ್ಮಾಣ ಕುರಿತು ಅಧಿಕಾರಿಗಳ ಸಭೆ ನಡೆಸಲಾಗಿದ್ದು, ವೈದ್ಯಕೀಯ ಶಿಕ್ಷಣ ಸಚಿವರ ಜೊತೆ ಮಾತುಕತೆ ನಡೆಸಲಾಗಿದೆ. 300 ಹಾಸಿಗೆಗಳ ಆಸ್ಪತ್ರೆ ನಿರ್ಮಾಣವಾದ ಬಳಿಕ ಮೆಡಿಕಲ್ ಕಾಲೇಜು ಮಂಜೂರು ಸುಲಭವಾಗಲಿದೆ. ಮುಖ್ಯಮಂತ್ರಿ ಹಾಗೂ ಉಪ ಮುಖ್ಯಮಂತ್ರಿ ಡಿ.ಕೆ.ಶಿವಕುಮಾರ್ ಅವರು ಸಹಕಾರ ನೀಡಿದ್ದಾರೆ ಎಂದರು. bbox=[256, 1735, 466, 1868]
paper-name: ಸಂಜೆವಾಣಿ bbox=[148, 34, 340, 98]
story5-caption-left: ಕೆ.ಎ.ಎಸ್ ಅಧಿಕಾರಿ ಆರ್.ದೇವರಾಜ್ ಮೊದಲಾದವರು ಕಾರ್ಯಕ್ರಮದಲ್ಲಿ ಉಪಸ್ಥಿತರಿದ್ದರು. ಕುಲಸಚಿವರ ಪತ್ನಿ, ಪುತ್ರಿ ಹಾಗೂ ಕುಟುಂಬಸ್ಥರು ಈ ಸಂದರ್ಭದಲ್ಲಿ ಉಪಸ್ಥಿತರಿದ್ದರು. bbox=[916, 1427, 1120, 1470]
dateline-city: ಮಂಗಳೂರು bbox=[1216, 54, 1272, 70]
registration-mark-icon bbox=[1350, 2070, 1374, 2094]
story2-col3: ತಿಂಗಳು ಆರಂಭಗೊಂಡಿದ್ದರೂ ಇನ್ನೂ ವಿಮಾ ಕಂಪೆನಿಗಳಿಂದ ರೈತರ ಖಾತೆಗಳಿಗೆ ಹಣ ಜಮೆ ಆಗದ ಬಗ್ಗೆ ರೈತರಿಂದ ದೂರುಗಳು ಬಂದಿದ್ದು, ಸಂಸದರು ಈ ಸಂಬಂಧ ಸಭೆ ಕರೆದು ಚರ್ಚಿಸಿದ್ದು, ಬಾಕಿಯಿರುವ ವಿಮಾ ಮೊತ್ತವನ್ನು ತಕ್ಷಣ ಬಿಡುಗಡೆ ಮಾಡಲು ಸೂಚಿಸಿದರು ಎಂದು ಸಭೆಯಲ್ಲಿ ಕ್ಯಾ. ಚೌಟ ನಿರ್ದೇಶಿಸಿದ್ದಾರೆ. bbox=[471, 893, 678, 981]
headline-school-2: ನಮ್ಮ ಜವಾಬ್ದಾರಿ - ಭಾಗೀರಥಿ ಮುರುಳ್ಯ bbox=[696, 630, 1125, 670]
story5-caption-right: ಶಿಕ್ಷಣ ಇಲಾಖೆಯ ಸಮಗ್ರ ಶಿಕ್ಷಣದಲ್ಲಿ ಹೆಚ್ಚುವರಿ ನಿರ್ದೇಶಕರಾಗಿ, ಉಡುಪಿ ಜಿಲ್ಲಾ ಪಂಚಾಯತ್ ಉಪ ಕಾರ್ಯದರ್ಶಿಯಾಗಿ ಕಾರ್ಯನಿರ್ವಹಿಸಿದ್ದರು. bbox=[1128, 1427, 1304, 1470]
meeting-illustration bbox=[259, 677, 678, 886]
